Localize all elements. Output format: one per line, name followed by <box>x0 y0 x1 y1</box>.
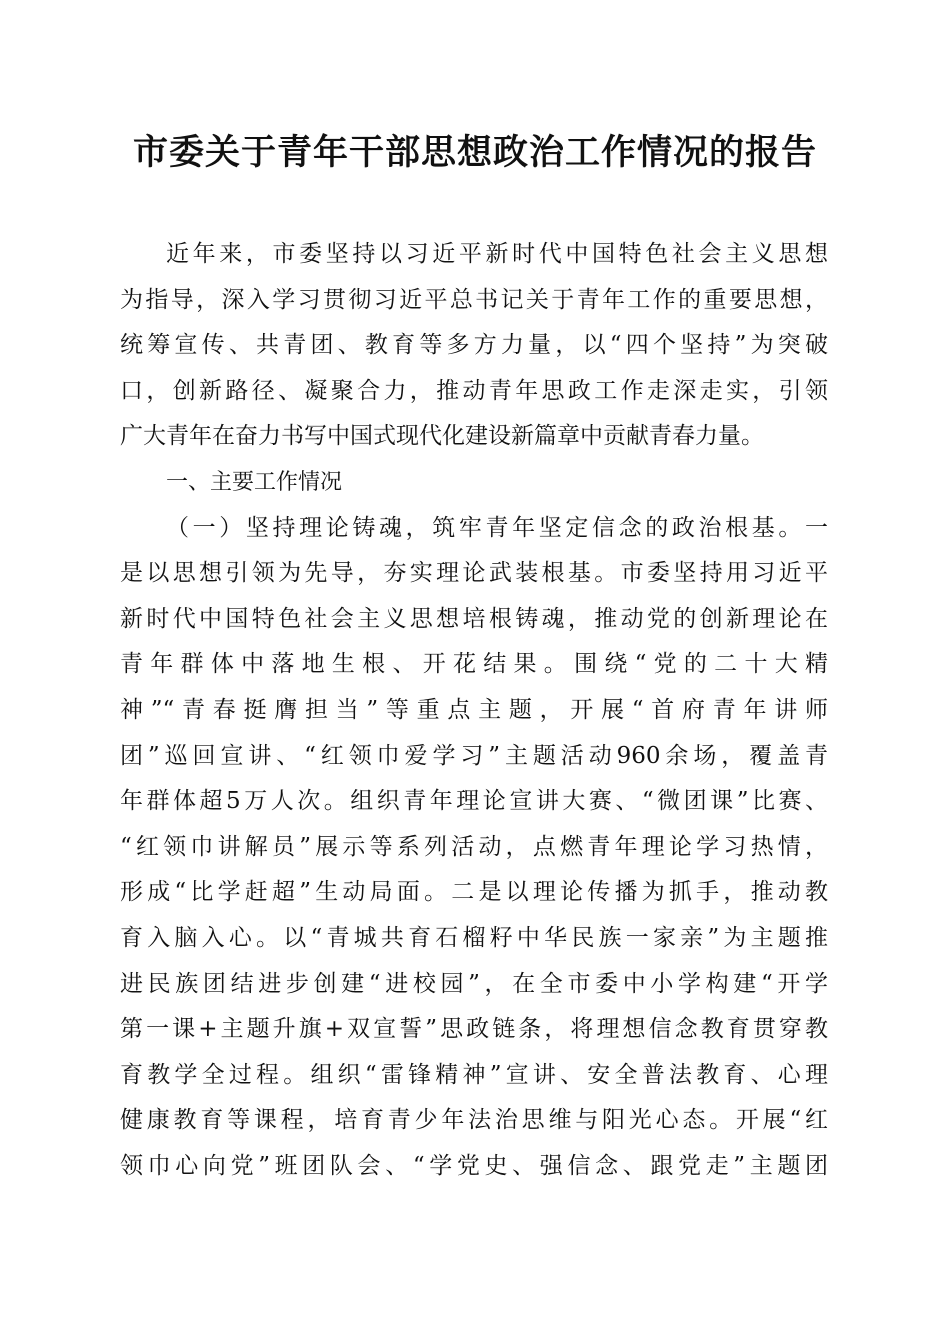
document-body <box>120 232 828 1189</box>
body-line: 神”“青春挺膺担当”等重点主题，开展“首府青年讲师 <box>120 696 828 723</box>
section-heading: 一、主要工作情况 <box>166 469 343 495</box>
document-title: 市委关于青年干部思想政治工作情况的报告 <box>132 132 817 173</box>
subsection-first-line <box>120 506 828 552</box>
body-line: 团”巡回宣讲、“红领巾爱学习”主题活动960余场，覆盖青 <box>120 742 828 769</box>
intro-line: 近年来，市委坚持以习近平新时代中国特色社会主义思想 <box>166 241 828 267</box>
intro-line: 为指导，深入学习贯彻习近平总书记关于青年工作的重要思想， <box>120 286 828 313</box>
body-line: 形成“比学赶超”生动局面。二是以理论传播为抓手，推动教 <box>120 879 828 906</box>
subsection-heading: （一）坚持理论铸魂，筑牢青年坚定信念的政治根基。 <box>166 514 805 541</box>
body-line: 育入脑入心。以“青城共育石榴籽中华民族一家亲”为主题推 <box>120 924 828 951</box>
body-line: 健康教育等课程，培育青少年法治思维与阳光心态。开展“红 <box>120 1107 828 1134</box>
body-line: 年群体超5万人次。组织青年理论宣讲大赛、“微团课”比赛、 <box>120 788 828 815</box>
body-line: “红领巾讲解员”展示等系列活动，点燃青年理论学习热情， <box>120 833 828 860</box>
body-line: 进民族团结进步创建“进校园”，在全市委中小学构建“开学 <box>120 970 828 997</box>
body-line: 青年群体中落地生根、开花结果。围绕“党的二十大精 <box>120 651 828 678</box>
body-line: 领巾心向党”班团队会、“学党史、强信念、跟党走”主题团 <box>120 1152 828 1179</box>
body-line: 第一课+主题升旗+双宣誓”思政链条，将理想信念教育贯穿教 <box>120 1016 828 1043</box>
intro-line: 统筹宣传、共青团、教育等多方力量，以“四个坚持”为突破 <box>120 332 828 359</box>
intro-line: 广大青年在奋力书写中国式现代化建设新篇章中贡献青春力量。 <box>120 423 764 450</box>
subsection-first-line-tail: 一 <box>805 514 828 541</box>
body-line: 是以思想引领为先导，夯实理论武装根基。市委坚持用习近平 <box>120 560 828 587</box>
intro-line: 口，创新路径、凝聚合力，推动青年思政工作走深走实，引领 <box>120 377 828 404</box>
body-line: 新时代中国特色社会主义思想培根铸魂，推动党的创新理论在 <box>120 605 828 632</box>
body-line: 育教学全过程。组织“雷锋精神”宣讲、安全普法教育、心理 <box>120 1061 828 1088</box>
